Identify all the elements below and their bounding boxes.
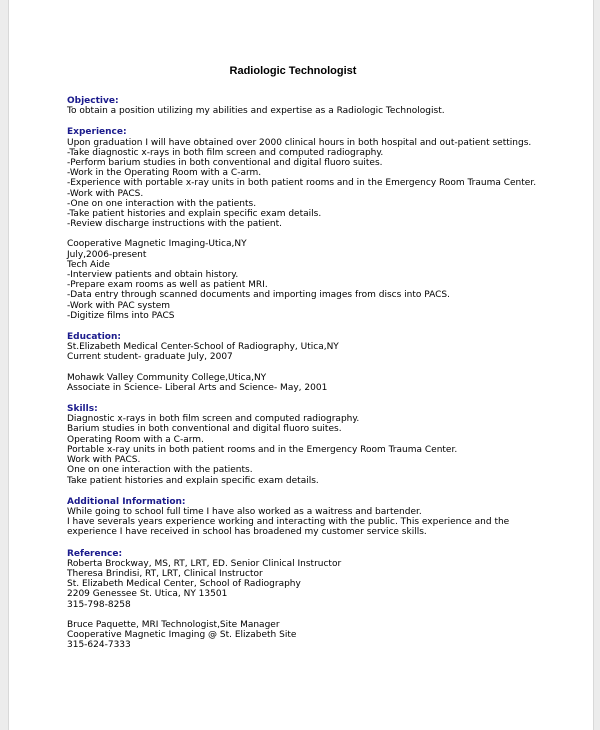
text-line: Work with PACS. <box>67 455 141 466</box>
education-section <box>67 332 577 393</box>
text-line: Mohawk Valley Community College,Utica,NY <box>67 372 267 383</box>
text-line: -Data entry through scanned documents and importing images from discs into PACS. <box>67 290 450 301</box>
text-line: Tech Aide <box>67 259 110 270</box>
section-heading: Skills: <box>67 404 98 415</box>
text-line: Bruce Paquette, MRI Technologist,Site Manager <box>67 619 280 630</box>
reference-section <box>67 549 577 651</box>
objective-section <box>67 96 577 116</box>
text-line: -Digitize films into PACS <box>67 310 175 321</box>
text-line: -Take diagnostic x-rays in both film screen and computed radiography. <box>67 147 384 158</box>
resume-content <box>67 96 577 661</box>
text-line: -Work with PACS. <box>67 188 144 199</box>
experience-job <box>67 239 577 321</box>
text-line: Operating Room with a C-arm. <box>67 434 204 445</box>
text-line: Take patient histories and explain specific exam details. <box>67 475 319 486</box>
text-line: Cooperative Magnetic Imaging @ St. Elizabeth Site <box>67 629 297 640</box>
text-line: I have severals years experience working and interacting with the public. This experience and the <box>67 517 510 528</box>
text-line: -One on one interaction with the patients. <box>67 198 257 209</box>
text-line: St. Elizabeth Medical Center, School of Radiography <box>67 579 301 590</box>
text-line: -Take patient histories and explain specific exam details. <box>67 209 322 220</box>
text-line: While going to school full time I have also worked as a waitress and bartender. <box>67 506 422 517</box>
text-line: St.Elizabeth Medical Center-School of Radiography, Utica,NY <box>67 342 339 353</box>
text-line: -Interview patients and obtain history. <box>67 270 239 281</box>
text-line: Associate in Science- Liberal Arts and Science- May, 2001 <box>67 382 328 393</box>
experience-section <box>67 127 577 321</box>
reference-entry <box>67 620 577 651</box>
text-line: Barium studies in both conventional and digital fluoro suites. <box>67 424 342 435</box>
text-line: Diagnostic x-rays in both film screen and computed radiography. <box>67 414 360 425</box>
text-line: To obtain a position utilizing my abilities and expertise as a Radiologic Technologist. <box>67 106 445 117</box>
text-line: Portable x-ray units in both patient rooms and in the Emergency Room Trauma Center. <box>67 444 458 455</box>
skills-section <box>67 404 577 486</box>
text-line: Roberta Brockway, MS, RT, LRT, ED. Senior Clinical Instructor <box>67 558 342 569</box>
text-line: 2209 Genessee St. Utica, NY 13501 <box>67 589 228 600</box>
text-line: experience I have received in school has broadened my customer service skills. <box>67 527 427 538</box>
section-heading: Reference: <box>67 548 123 559</box>
text-line: Theresa Brindisi, RT, LRT, Clinical Instructor <box>67 568 263 579</box>
education-entry <box>67 373 577 393</box>
text-line: 315-798-8258 <box>67 599 131 610</box>
text-line: 315-624-7333 <box>67 640 131 651</box>
text-line: -Work in the Operating Room with a C-arm. <box>67 168 262 179</box>
text-line: -Perform barium studies in both conventional and digital fluoro suites. <box>67 158 383 169</box>
text-line: -Experience with portable x-ray units in both patient rooms and in the Emergency Room Trauma Center. <box>67 178 537 189</box>
text-line: -Prepare exam rooms as well as patient MRI. <box>67 280 268 291</box>
section-heading: Objective: <box>67 96 119 106</box>
text-line: One on one interaction with the patients. <box>67 465 253 476</box>
text-line: Cooperative Magnetic Imaging-Utica,NY <box>67 239 247 250</box>
text-line: Upon graduation I will have obtained over 2000 clinical hours in both hospital and out-patient settings. <box>67 137 532 148</box>
document-page <box>8 0 594 730</box>
additional-info-section <box>67 497 577 538</box>
text-line: July,2006-present <box>67 249 147 260</box>
section-heading: Education: <box>67 332 121 343</box>
section-heading: Experience: <box>67 127 127 138</box>
section-heading: Additional Information: <box>67 496 186 507</box>
text-line: Current student- graduate July, 2007 <box>67 352 233 363</box>
text-line: -Review discharge instructions with the patient. <box>67 219 282 230</box>
resume-title: Radiologic Technologist <box>229 65 357 77</box>
text-line: -Work with PAC system <box>67 300 171 311</box>
